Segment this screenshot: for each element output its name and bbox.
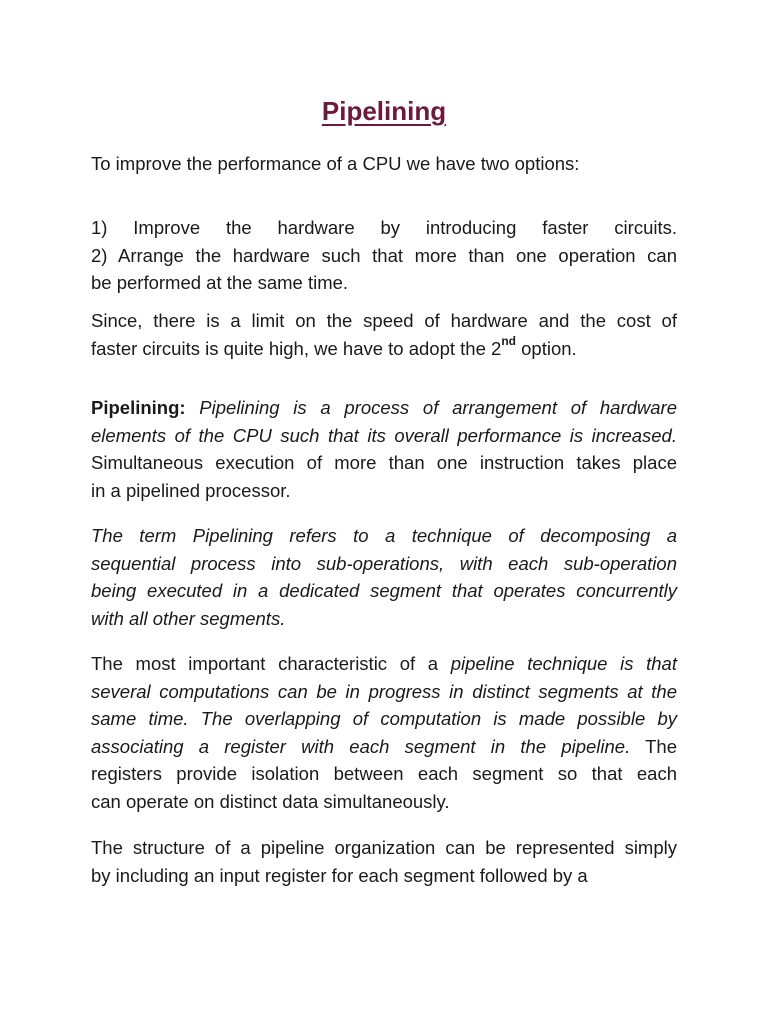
term-line-1: The term Pipelining refers to a technique of decomposing a xyxy=(91,525,677,546)
term-paragraph xyxy=(91,522,677,632)
structure-line-2: by including an input register for each segment followed by a xyxy=(91,864,588,886)
term-line-4: with all other segments. xyxy=(91,607,286,629)
option-1-text: 1) Improve the hardware by introducing faster circuits. xyxy=(91,217,677,238)
option-2-text-line-2: be performed at the same time. xyxy=(91,272,349,293)
since-text-post: option. xyxy=(516,337,577,359)
page-title: Pipelining xyxy=(321,96,447,126)
since-paragraph xyxy=(91,307,677,362)
definition-term: Pipelining: xyxy=(91,397,186,418)
characteristic-line-5: registers provide isolation between each segment so that each xyxy=(91,763,677,784)
characteristic-line-2: several computations can be in progress in distinct segments at the xyxy=(91,680,677,702)
characteristic-italic-1: pipeline technique is that xyxy=(450,653,677,674)
structure-line-1: The structure of a pipeline organization can be represented simply xyxy=(91,837,677,858)
characteristic-italic-4: associating a register with each segment in the pipeline. xyxy=(91,735,631,757)
definition-line-4: in a pipelined processor. xyxy=(91,479,291,501)
definition-paragraph xyxy=(91,394,677,504)
since-text-pre: faster circuits is quite high, we have to adopt the 2 xyxy=(91,337,502,359)
characteristic-normal-1: The most important characteristic of a xyxy=(91,653,451,674)
term-line-3: being executed in a dedicated segment that operates concurrently xyxy=(91,580,677,601)
options-paragraph xyxy=(91,214,677,297)
characteristic-line-1 xyxy=(91,650,677,678)
definition-line-2 xyxy=(91,422,677,450)
ordinal-superscript: nd xyxy=(501,334,516,349)
characteristic-line-3: same time. The overlapping of computation is made possible by xyxy=(91,708,677,729)
intro-text: To improve the performance of a CPU we have two options: xyxy=(91,153,580,174)
characteristic-line-6: can operate on distinct data simultaneously. xyxy=(91,790,450,812)
characteristic-paragraph xyxy=(91,650,677,815)
definition-line-1 xyxy=(91,394,677,422)
characteristic-line-4 xyxy=(91,733,677,761)
definition-italic-1: Pipelining is a process of arrangement of hardware xyxy=(185,397,677,418)
since-text-line-1: Since, there is a limit on the speed of hardware and the cost of xyxy=(91,310,677,331)
structure-paragraph xyxy=(91,834,677,889)
since-text-line-2 xyxy=(91,335,677,363)
definition-italic-2: elements of the CPU such that its overall performance is increased. xyxy=(91,424,677,446)
intro-paragraph xyxy=(91,150,677,178)
definition-line-3: Simultaneous execution of more than one instruction takes place xyxy=(91,452,677,473)
term-line-2: sequential process into sub-operations, with each sub-operation xyxy=(91,552,677,574)
option-2-text-line-1: 2) Arrange the hardware such that more than one operation can xyxy=(91,244,677,266)
characteristic-normal-4: The xyxy=(630,735,678,757)
